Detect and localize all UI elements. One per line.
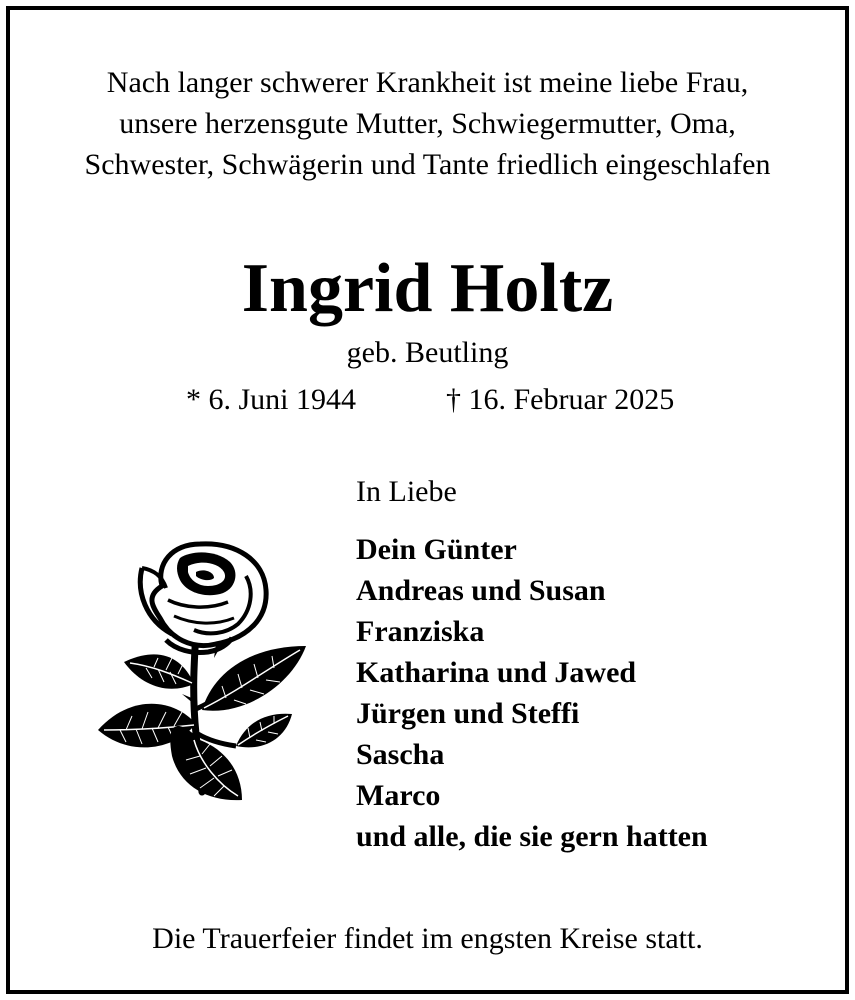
mourner-name: und alle, die sie gern hatten [356, 820, 708, 853]
rose-icon [96, 534, 310, 806]
intro-text [30, 62, 825, 185]
funeral-note: Die Trauerfeier findet im engsten Kreise statt. [152, 922, 703, 955]
deceased-name: Ingrid Holtz [241, 250, 614, 327]
mourner-name: Sascha [356, 738, 445, 771]
mourner-name: Jürgen und Steffi [356, 697, 580, 730]
mourner-name: Katharina und Jawed [356, 656, 637, 689]
death-date: † 16. Februar 2025 [446, 383, 675, 416]
intro-line: Nach langer schwerer Krankheit ist meine liebe Frau, [106, 66, 749, 99]
mourners-list [356, 529, 708, 857]
mourner-name: Dein Günter [356, 533, 517, 566]
intro-line: unsere herzensgute Mutter, Schwiegermutter, Oma, [119, 107, 736, 140]
obituary-frame [6, 6, 849, 994]
mourner-name: Andreas und Susan [356, 574, 606, 607]
birth-date: * 6. Juni 1944 [186, 383, 357, 416]
mourner-name: Marco [356, 779, 441, 812]
intro-line: Schwester, Schwägerin und Tante friedlich eingeschlafen [84, 148, 771, 181]
birth-name: geb. Beutling [346, 336, 509, 369]
mourner-name: Franziska [356, 615, 485, 648]
in-liebe-label: In Liebe [356, 475, 457, 508]
